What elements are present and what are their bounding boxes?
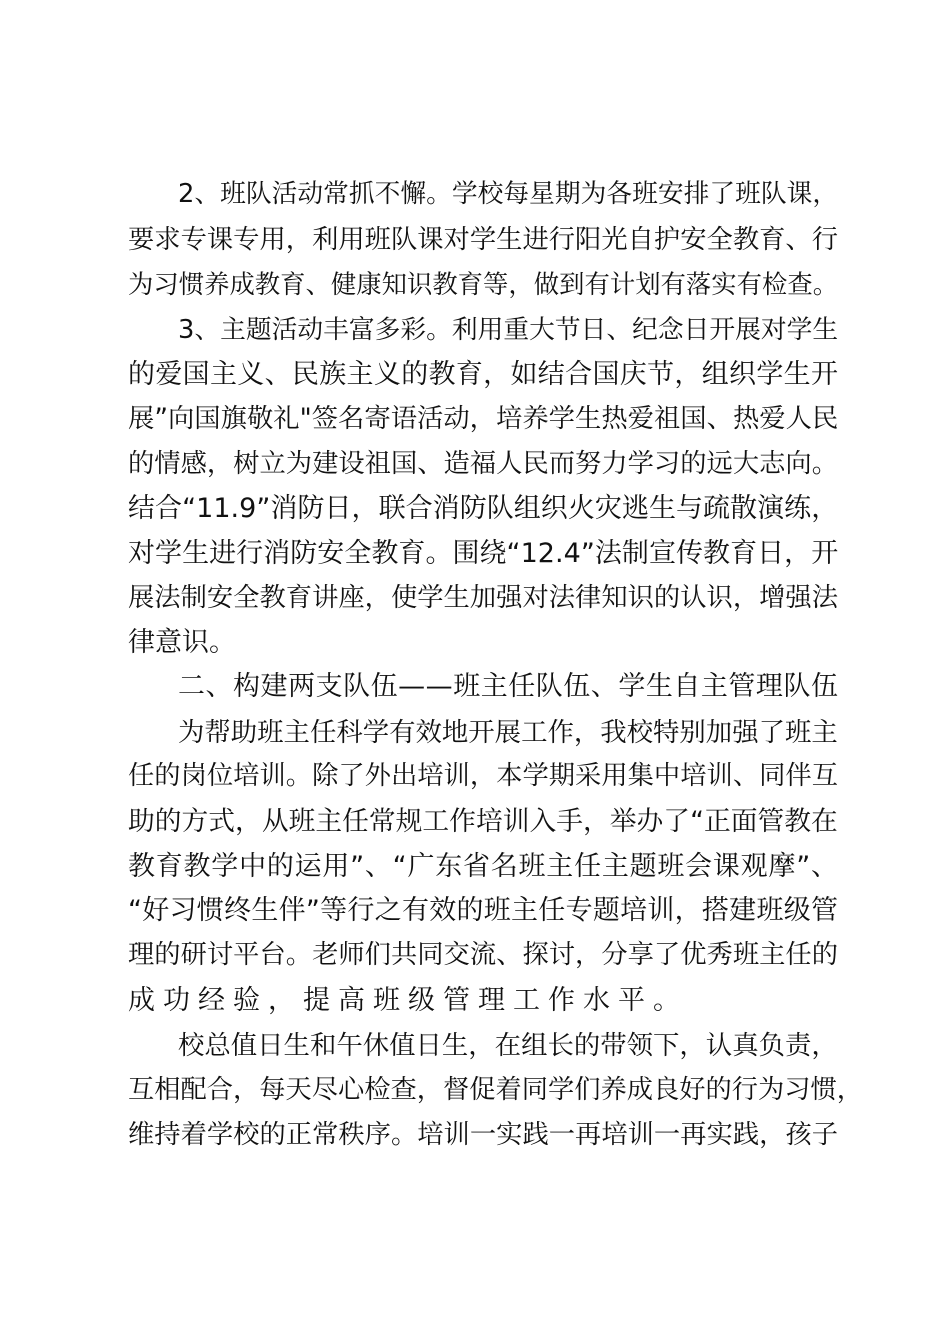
paragraph-line: 3、主题活动丰富多彩。利用重大节日、纪念日开展对学生 bbox=[178, 315, 839, 345]
paragraph-line: 助的方式，从班主任常规工作培训入手，举办了“正面管教在 bbox=[128, 806, 838, 837]
paragraph-line: 互相配合，每天尽心检查，督促着同学们养成良好的行为习惯， bbox=[128, 1075, 863, 1105]
paragraph-line: 维持着学校的正常秩序。培训一实践一再培训一再实践，孩子 bbox=[128, 1120, 839, 1150]
paragraph-line: 对学生进行消防安全教育。围绕“12.4”法制宣传教育日，开 bbox=[128, 538, 839, 569]
paragraph-line: 校总值日生和午休值日生，在组长的带领下，认真负责， bbox=[178, 1030, 838, 1061]
paragraph-line: “好习惯终生伴”等行之有效的班主任专题培训，搭建班级管 bbox=[128, 895, 839, 926]
paragraph-line: 任的岗位培训。除了外出培训，本学期采用集中培训、同伴互 bbox=[128, 761, 839, 791]
paragraph-line: 理的研讨平台。老师们共同交流、探讨，分享了优秀班主任的 bbox=[128, 940, 839, 970]
paragraph-line: 的爱国主义、民族主义的教育，如结合国庆节，组织学生开 bbox=[128, 359, 839, 390]
paragraph-line: 结合“11.9”消防日，联合消防队组织火灾逃生与疏散演练， bbox=[128, 493, 839, 524]
paragraph-line: 的情感，树立为建设祖国、造福人民而努力学习的远大志向。 bbox=[128, 449, 839, 479]
paragraph-line: 展”向国旗敬礼"签名寄语活动，培养学生热爱祖国、热爱人民 bbox=[128, 404, 839, 434]
paragraph-line: 为习惯养成教育、健康知识教育等，做到有计划有落实有检查。 bbox=[128, 269, 839, 299]
paragraph-line: 2、班队活动常抓不懈。学校每星期为各班安排了班队课， bbox=[178, 179, 839, 209]
section-heading: 二、构建两支队伍——班主任队伍、学生自主管理队伍 bbox=[178, 671, 839, 702]
paragraph-line: 要求专课专用，利用班队课对学生进行阳光自护安全教育、行 bbox=[128, 225, 839, 255]
paragraph-line: 为帮助班主任科学有效地开展工作，我校特别加强了班主 bbox=[178, 717, 838, 748]
paragraph-line: 律意识。 bbox=[128, 627, 236, 658]
paragraph-line: 教育教学中的运用”、“广东省名班主任主题班会课观摩”、 bbox=[128, 851, 839, 882]
paragraph-line: 成功经验，提高班级管理工作水平。 bbox=[128, 985, 688, 1016]
paragraph-line: 展法制安全教育讲座，使学生加强对法律知识的认识，增强法 bbox=[128, 583, 839, 613]
